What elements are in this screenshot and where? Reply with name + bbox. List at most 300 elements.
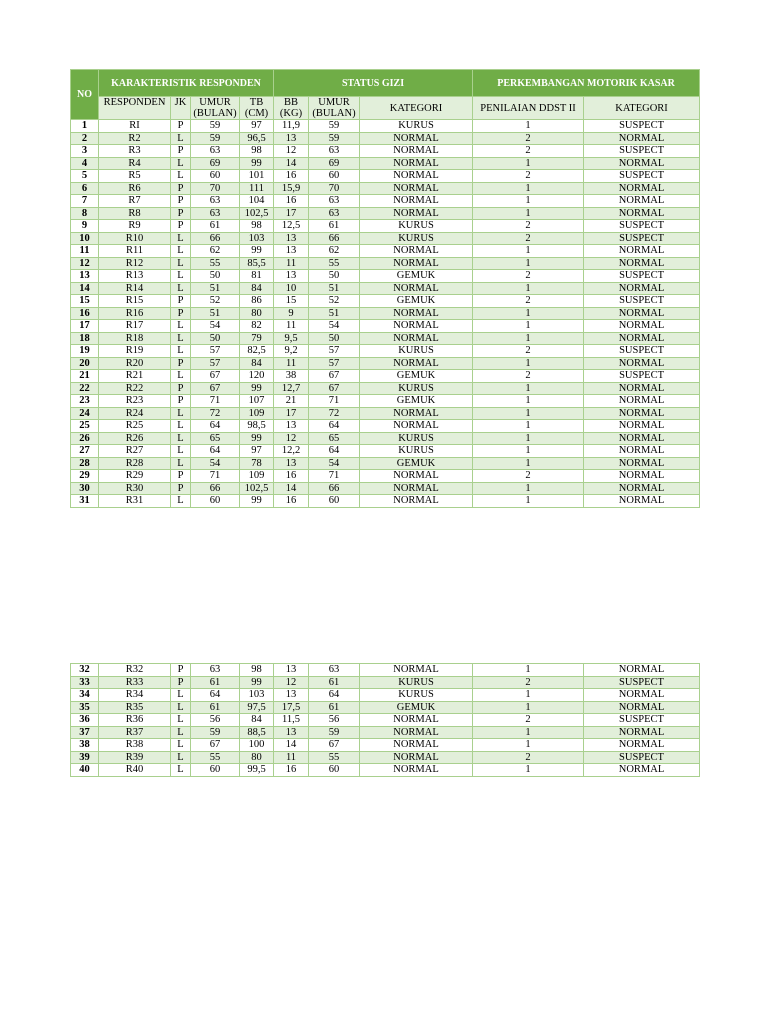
table-cell: NORMAL bbox=[360, 407, 473, 420]
table-cell: GEMUK bbox=[360, 295, 473, 308]
table-cell: 1 bbox=[473, 726, 584, 739]
table-cell: NORMAL bbox=[584, 726, 700, 739]
table-cell: 29 bbox=[71, 470, 99, 483]
table-cell: R22 bbox=[99, 382, 171, 395]
table-row bbox=[71, 470, 700, 483]
table-cell: 17 bbox=[274, 207, 309, 220]
table-cell: 14 bbox=[274, 157, 309, 170]
table-cell: P bbox=[171, 120, 191, 133]
table-cell: L bbox=[171, 170, 191, 183]
table-cell: 70 bbox=[309, 182, 360, 195]
table-cell: NORMAL bbox=[360, 207, 473, 220]
table-cell: 60 bbox=[309, 764, 360, 777]
table-cell: NORMAL bbox=[584, 482, 700, 495]
table-cell: 84 bbox=[240, 282, 274, 295]
table-cell: 17 bbox=[274, 407, 309, 420]
table-cell: 8 bbox=[71, 207, 99, 220]
table-cell: 17 bbox=[71, 320, 99, 333]
table-row bbox=[71, 170, 700, 183]
table-cell: 27 bbox=[71, 445, 99, 458]
table-cell: 63 bbox=[191, 207, 240, 220]
table-cell: 2 bbox=[473, 676, 584, 689]
table-cell: R16 bbox=[99, 307, 171, 320]
table-cell: L bbox=[171, 726, 191, 739]
table-cell: 103 bbox=[240, 689, 274, 702]
table-cell: NORMAL bbox=[584, 664, 700, 677]
table-cell: L bbox=[171, 332, 191, 345]
header-status-gizi: STATUS GIZI bbox=[274, 70, 473, 97]
table-cell: GEMUK bbox=[360, 270, 473, 283]
table-cell: NORMAL bbox=[360, 132, 473, 145]
table-row bbox=[71, 407, 700, 420]
table-cell: NORMAL bbox=[584, 689, 700, 702]
table-cell: NORMAL bbox=[360, 664, 473, 677]
table-cell: 63 bbox=[191, 195, 240, 208]
table-row bbox=[71, 382, 700, 395]
table-cell: 11 bbox=[71, 245, 99, 258]
table-cell: 66 bbox=[309, 232, 360, 245]
table-cell: 21 bbox=[274, 395, 309, 408]
table-cell: GEMUK bbox=[360, 457, 473, 470]
table-cell: 3 bbox=[71, 145, 99, 158]
table-cell: NORMAL bbox=[584, 457, 700, 470]
table-cell: 55 bbox=[191, 751, 240, 764]
table-cell: 63 bbox=[191, 145, 240, 158]
table-cell: 1 bbox=[473, 395, 584, 408]
table-cell: 12 bbox=[274, 676, 309, 689]
table-cell: 18 bbox=[71, 332, 99, 345]
table-cell: R35 bbox=[99, 701, 171, 714]
table-cell: NORMAL bbox=[584, 320, 700, 333]
table-cell: KURUS bbox=[360, 220, 473, 233]
table-cell: 20 bbox=[71, 357, 99, 370]
table-cell: P bbox=[171, 220, 191, 233]
table-cell: SUSPECT bbox=[584, 220, 700, 233]
table-row bbox=[71, 726, 700, 739]
table-cell: R37 bbox=[99, 726, 171, 739]
table-cell: 50 bbox=[191, 332, 240, 345]
table-cell: 10 bbox=[71, 232, 99, 245]
table-cell: 11 bbox=[274, 257, 309, 270]
table-cell: 96,5 bbox=[240, 132, 274, 145]
table-row bbox=[71, 157, 700, 170]
table-cell: L bbox=[171, 407, 191, 420]
table-cell: SUSPECT bbox=[584, 714, 700, 727]
table-cell: 63 bbox=[309, 664, 360, 677]
table-cell: 71 bbox=[309, 470, 360, 483]
table-cell: NORMAL bbox=[360, 307, 473, 320]
table-cell: 17,5 bbox=[274, 701, 309, 714]
table-cell: 2 bbox=[473, 132, 584, 145]
table-cell: SUSPECT bbox=[584, 345, 700, 358]
table-cell: 104 bbox=[240, 195, 274, 208]
table-cell: 14 bbox=[71, 282, 99, 295]
table-cell: R34 bbox=[99, 689, 171, 702]
table-cell: R30 bbox=[99, 482, 171, 495]
table-cell: 51 bbox=[309, 282, 360, 295]
table-cell: 11 bbox=[274, 357, 309, 370]
table-cell: NORMAL bbox=[360, 482, 473, 495]
table-cell: 71 bbox=[191, 395, 240, 408]
table-cell: 61 bbox=[309, 676, 360, 689]
table-cell: 1 bbox=[473, 457, 584, 470]
table-cell: 78 bbox=[240, 457, 274, 470]
table-cell: NORMAL bbox=[584, 282, 700, 295]
table-cell: 64 bbox=[191, 445, 240, 458]
table-cell: SUSPECT bbox=[584, 751, 700, 764]
table-cell: 14 bbox=[274, 739, 309, 752]
table-cell: 65 bbox=[191, 432, 240, 445]
table-cell: 1 bbox=[473, 282, 584, 295]
table-cell: 9,5 bbox=[274, 332, 309, 345]
table-cell: R10 bbox=[99, 232, 171, 245]
table-cell: 1 bbox=[473, 182, 584, 195]
table-cell: L bbox=[171, 232, 191, 245]
table-cell: 99 bbox=[240, 157, 274, 170]
table-cell: 1 bbox=[473, 664, 584, 677]
table-cell: 97,5 bbox=[240, 701, 274, 714]
table-cell: 1 bbox=[473, 320, 584, 333]
table-cell: 2 bbox=[71, 132, 99, 145]
table-cell: 1 bbox=[473, 420, 584, 433]
table-cell: 51 bbox=[191, 282, 240, 295]
table-cell: 82,5 bbox=[240, 345, 274, 358]
table-cell: NORMAL bbox=[360, 470, 473, 483]
table-cell: 107 bbox=[240, 395, 274, 408]
table-cell: R31 bbox=[99, 495, 171, 508]
table-cell: GEMUK bbox=[360, 701, 473, 714]
table-cell: NORMAL bbox=[360, 714, 473, 727]
table-row bbox=[71, 307, 700, 320]
table-cell: 13 bbox=[274, 245, 309, 258]
table-cell: 50 bbox=[191, 270, 240, 283]
table-cell: 103 bbox=[240, 232, 274, 245]
table-cell: 60 bbox=[191, 170, 240, 183]
table-cell: 13 bbox=[274, 232, 309, 245]
table-cell: R4 bbox=[99, 157, 171, 170]
table-cell: 15 bbox=[274, 295, 309, 308]
table-cell: 2 bbox=[473, 270, 584, 283]
table-cell: 56 bbox=[309, 714, 360, 727]
table-cell: KURUS bbox=[360, 676, 473, 689]
table-row bbox=[71, 739, 700, 752]
table-cell: L bbox=[171, 764, 191, 777]
table-cell: NORMAL bbox=[584, 132, 700, 145]
table-cell: 12 bbox=[274, 145, 309, 158]
table-cell: R32 bbox=[99, 664, 171, 677]
table-cell: 16 bbox=[274, 470, 309, 483]
table-cell: R11 bbox=[99, 245, 171, 258]
table-cell: 82 bbox=[240, 320, 274, 333]
table-cell: L bbox=[171, 370, 191, 383]
table-cell: 64 bbox=[309, 420, 360, 433]
table-cell: 52 bbox=[309, 295, 360, 308]
table-cell: L bbox=[171, 689, 191, 702]
table-cell: 51 bbox=[191, 307, 240, 320]
table-cell: 64 bbox=[191, 420, 240, 433]
table-cell: 65 bbox=[309, 432, 360, 445]
table-cell: 16 bbox=[274, 195, 309, 208]
table-cell: 102,5 bbox=[240, 482, 274, 495]
table-cell: P bbox=[171, 382, 191, 395]
table-cell: P bbox=[171, 395, 191, 408]
table-cell: KURUS bbox=[360, 345, 473, 358]
table-row bbox=[71, 370, 700, 383]
table-cell: SUSPECT bbox=[584, 270, 700, 283]
table-row bbox=[71, 207, 700, 220]
table-cell: 36 bbox=[71, 714, 99, 727]
table-cell: L bbox=[171, 751, 191, 764]
table-cell: NORMAL bbox=[360, 170, 473, 183]
table-cell: NORMAL bbox=[584, 764, 700, 777]
table-cell: KURUS bbox=[360, 120, 473, 133]
table-cell: 2 bbox=[473, 170, 584, 183]
table-cell: 2 bbox=[473, 295, 584, 308]
table-cell: 84 bbox=[240, 714, 274, 727]
table-cell: 98 bbox=[240, 664, 274, 677]
table-cell: L bbox=[171, 432, 191, 445]
table-cell: NORMAL bbox=[360, 726, 473, 739]
table-cell: NORMAL bbox=[584, 245, 700, 258]
table-cell: 59 bbox=[309, 132, 360, 145]
table-cell: 61 bbox=[309, 701, 360, 714]
table-cell: NORMAL bbox=[584, 332, 700, 345]
table-cell: 1 bbox=[473, 701, 584, 714]
table-cell: 21 bbox=[71, 370, 99, 383]
table-cell: 38 bbox=[71, 739, 99, 752]
table-cell: 60 bbox=[309, 495, 360, 508]
table-cell: 70 bbox=[191, 182, 240, 195]
header-tb: TB (CM) bbox=[240, 97, 274, 120]
table-cell: NORMAL bbox=[584, 157, 700, 170]
table-cell: 59 bbox=[309, 726, 360, 739]
table-cell: 38 bbox=[274, 370, 309, 383]
table-cell: 1 bbox=[473, 495, 584, 508]
table-cell: NORMAL bbox=[360, 195, 473, 208]
table-cell: 16 bbox=[71, 307, 99, 320]
table-cell: 59 bbox=[191, 120, 240, 133]
table-cell: 100 bbox=[240, 739, 274, 752]
table-cell: SUSPECT bbox=[584, 676, 700, 689]
table-cell: 13 bbox=[274, 132, 309, 145]
table-cell: NORMAL bbox=[584, 257, 700, 270]
header-kategori-2: KATEGORI bbox=[584, 97, 700, 120]
table-cell: SUSPECT bbox=[584, 120, 700, 133]
table-cell: 1 bbox=[473, 357, 584, 370]
table-cell: 67 bbox=[309, 370, 360, 383]
table-cell: 59 bbox=[191, 132, 240, 145]
table-cell: R17 bbox=[99, 320, 171, 333]
table-cell: 10 bbox=[274, 282, 309, 295]
table-cell: NORMAL bbox=[360, 751, 473, 764]
table-row bbox=[71, 495, 700, 508]
table-cell: 69 bbox=[309, 157, 360, 170]
table-cell: NORMAL bbox=[360, 245, 473, 258]
table-cell: 66 bbox=[309, 482, 360, 495]
table-cell: 9,2 bbox=[274, 345, 309, 358]
table-cell: NORMAL bbox=[584, 407, 700, 420]
header-umur: UMUR (BULAN) bbox=[191, 97, 240, 120]
table-cell: 2 bbox=[473, 232, 584, 245]
table-cell: KURUS bbox=[360, 445, 473, 458]
header-umur-2: UMUR (BULAN) bbox=[309, 97, 360, 120]
table-cell: 33 bbox=[71, 676, 99, 689]
table-row bbox=[71, 132, 700, 145]
table-cell: L bbox=[171, 132, 191, 145]
table-cell: 57 bbox=[309, 357, 360, 370]
table-cell: 1 bbox=[473, 157, 584, 170]
table-cell: 66 bbox=[191, 232, 240, 245]
table-cell: NORMAL bbox=[360, 739, 473, 752]
table-cell: NORMAL bbox=[360, 157, 473, 170]
table-cell: 55 bbox=[309, 257, 360, 270]
table-row bbox=[71, 764, 700, 777]
table-cell: 13 bbox=[274, 457, 309, 470]
table-row bbox=[71, 232, 700, 245]
table-cell: L bbox=[171, 420, 191, 433]
table-cell: 30 bbox=[71, 482, 99, 495]
table-cell: L bbox=[171, 257, 191, 270]
header-kategori: KATEGORI bbox=[360, 97, 473, 120]
table-cell: 56 bbox=[191, 714, 240, 727]
table-cell: 12 bbox=[274, 432, 309, 445]
table-cell: R3 bbox=[99, 145, 171, 158]
table-cell: SUSPECT bbox=[584, 170, 700, 183]
table-cell: 72 bbox=[309, 407, 360, 420]
table-cell: 13 bbox=[274, 689, 309, 702]
table-cell: 2 bbox=[473, 345, 584, 358]
table-row bbox=[71, 395, 700, 408]
table-row bbox=[71, 320, 700, 333]
table-cell: NORMAL bbox=[360, 145, 473, 158]
table-cell: 61 bbox=[191, 701, 240, 714]
table-cell: NORMAL bbox=[584, 739, 700, 752]
table-cell: 7 bbox=[71, 195, 99, 208]
table-cell: NORMAL bbox=[584, 470, 700, 483]
table-cell: 16 bbox=[274, 764, 309, 777]
table-cell: 54 bbox=[191, 457, 240, 470]
table-cell: L bbox=[171, 245, 191, 258]
table-cell: R18 bbox=[99, 332, 171, 345]
table-cell: 98 bbox=[240, 145, 274, 158]
table-row bbox=[71, 245, 700, 258]
table-row bbox=[71, 357, 700, 370]
table-cell: 12,2 bbox=[274, 445, 309, 458]
table-cell: 1 bbox=[473, 432, 584, 445]
table-cell: 111 bbox=[240, 182, 274, 195]
table-cell: 85,5 bbox=[240, 257, 274, 270]
table-cell: 54 bbox=[309, 457, 360, 470]
table-cell: 13 bbox=[274, 664, 309, 677]
table-cell: 13 bbox=[274, 420, 309, 433]
data-table-page-1 bbox=[70, 69, 700, 508]
table-cell: R28 bbox=[99, 457, 171, 470]
table-cell: KURUS bbox=[360, 689, 473, 702]
table-cell: 57 bbox=[309, 345, 360, 358]
table-cell: R21 bbox=[99, 370, 171, 383]
table-cell: R12 bbox=[99, 257, 171, 270]
table-cell: 102,5 bbox=[240, 207, 274, 220]
table-cell: R39 bbox=[99, 751, 171, 764]
table-cell: 1 bbox=[473, 764, 584, 777]
table-cell: GEMUK bbox=[360, 395, 473, 408]
table-row bbox=[71, 676, 700, 689]
table-cell: 1 bbox=[473, 307, 584, 320]
table-cell: 51 bbox=[309, 307, 360, 320]
table-cell: 67 bbox=[309, 382, 360, 395]
table-row bbox=[71, 270, 700, 283]
table-cell: 55 bbox=[309, 751, 360, 764]
table-row bbox=[71, 295, 700, 308]
table-cell: 99 bbox=[240, 495, 274, 508]
table-cell: P bbox=[171, 482, 191, 495]
table-cell: L bbox=[171, 157, 191, 170]
table-cell: NORMAL bbox=[360, 357, 473, 370]
table-cell: 54 bbox=[191, 320, 240, 333]
table-cell: NORMAL bbox=[584, 445, 700, 458]
table-cell: 1 bbox=[71, 120, 99, 133]
table-cell: 2 bbox=[473, 714, 584, 727]
table-row bbox=[71, 345, 700, 358]
table-cell: 2 bbox=[473, 220, 584, 233]
table-cell: 26 bbox=[71, 432, 99, 445]
table-cell: 2 bbox=[473, 145, 584, 158]
table-cell: R19 bbox=[99, 345, 171, 358]
table-cell: 98 bbox=[240, 220, 274, 233]
table-cell: 63 bbox=[309, 195, 360, 208]
table-row bbox=[71, 145, 700, 158]
table-cell: 37 bbox=[71, 726, 99, 739]
table-cell: 2 bbox=[473, 751, 584, 764]
table-cell: NORMAL bbox=[360, 495, 473, 508]
table-cell: NORMAL bbox=[584, 495, 700, 508]
table-cell: 63 bbox=[309, 207, 360, 220]
table-cell: 19 bbox=[71, 345, 99, 358]
table-cell: NORMAL bbox=[360, 182, 473, 195]
table-cell: 62 bbox=[191, 245, 240, 258]
table-row bbox=[71, 751, 700, 764]
table-cell: 1 bbox=[473, 407, 584, 420]
table-cell: 88,5 bbox=[240, 726, 274, 739]
table-row bbox=[71, 220, 700, 233]
table-cell: 35 bbox=[71, 701, 99, 714]
table-cell: R25 bbox=[99, 420, 171, 433]
table-cell: 79 bbox=[240, 332, 274, 345]
table-cell: R14 bbox=[99, 282, 171, 295]
data-table-page-2 bbox=[70, 663, 700, 777]
table-cell: 1 bbox=[473, 195, 584, 208]
table-cell: R33 bbox=[99, 676, 171, 689]
table-cell: L bbox=[171, 701, 191, 714]
table-cell: R20 bbox=[99, 357, 171, 370]
table-cell: 4 bbox=[71, 157, 99, 170]
table-cell: 57 bbox=[191, 357, 240, 370]
table-cell: 60 bbox=[191, 495, 240, 508]
table-cell: NORMAL bbox=[584, 357, 700, 370]
table-cell: 1 bbox=[473, 245, 584, 258]
table-row bbox=[71, 420, 700, 433]
table-cell: 1 bbox=[473, 482, 584, 495]
table-cell: NORMAL bbox=[360, 320, 473, 333]
table-cell: 1 bbox=[473, 257, 584, 270]
table-cell: 99,5 bbox=[240, 764, 274, 777]
table-cell: 16 bbox=[274, 170, 309, 183]
table-cell: 64 bbox=[309, 445, 360, 458]
table-cell: 23 bbox=[71, 395, 99, 408]
table-cell: P bbox=[171, 357, 191, 370]
table-cell: NORMAL bbox=[584, 701, 700, 714]
table-cell: R9 bbox=[99, 220, 171, 233]
